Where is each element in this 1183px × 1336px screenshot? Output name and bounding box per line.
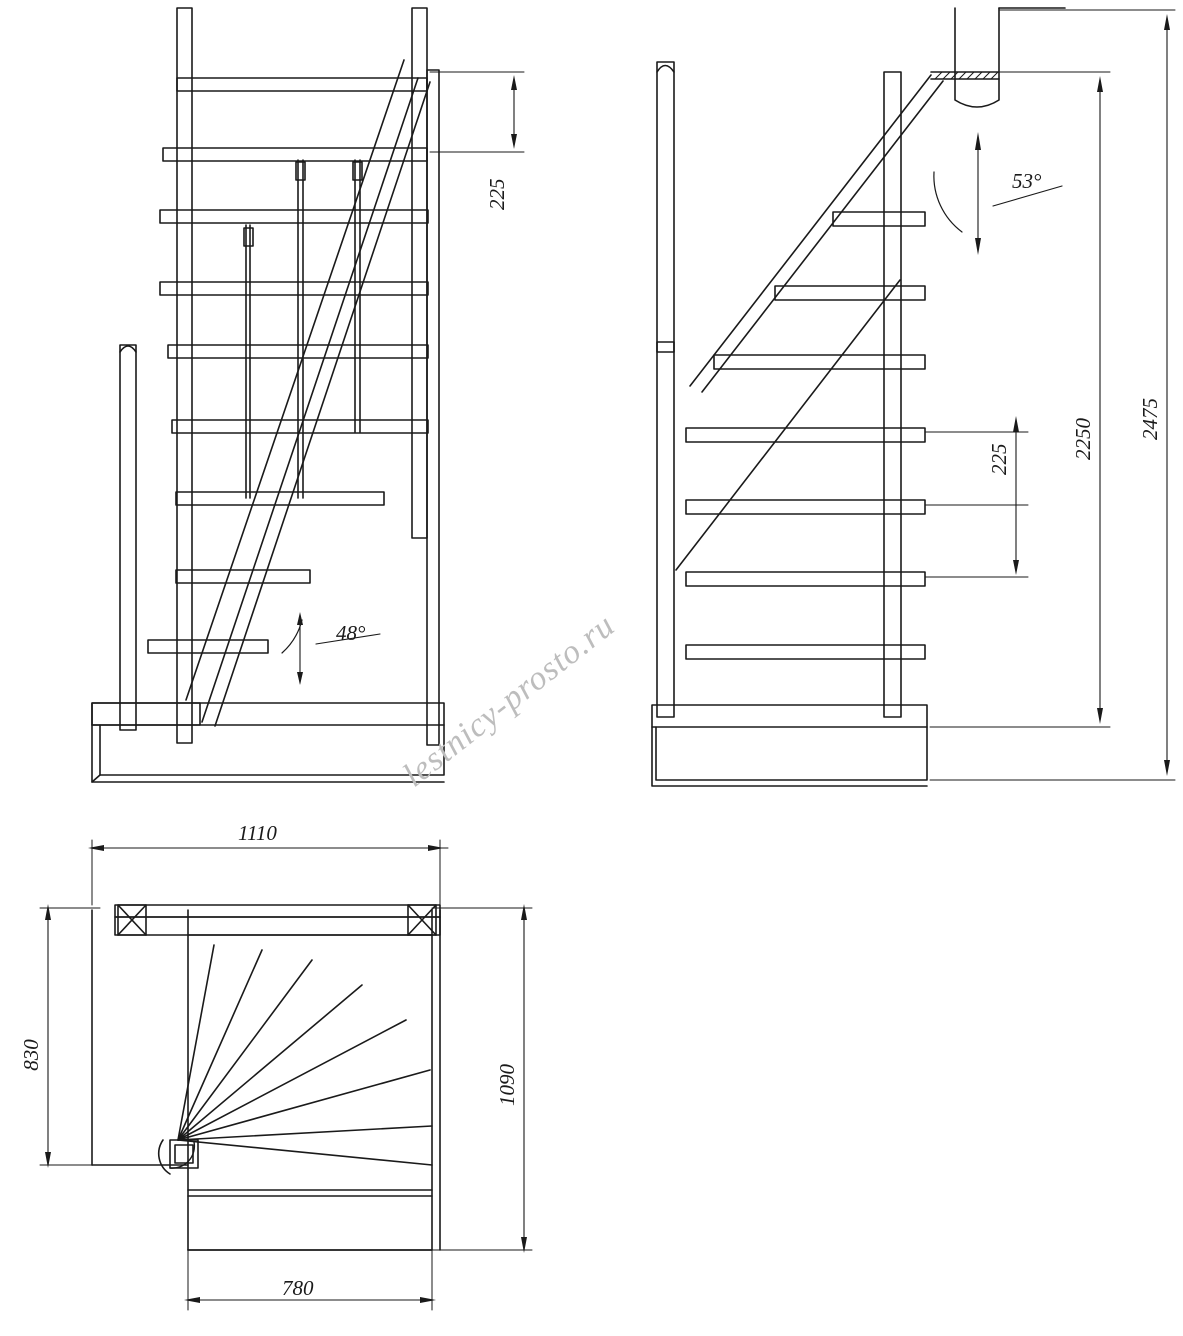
plan-bottom-width-label: 780 — [282, 1276, 314, 1300]
front-angle-label: 48° — [336, 621, 366, 645]
side-overall-height-label: 2475 — [1138, 398, 1162, 440]
plan-view — [40, 840, 532, 1310]
plan-depth-right-label: 1090 — [495, 1064, 519, 1106]
plan-depth-left-label: 830 — [19, 1039, 43, 1071]
front-elevation-view — [92, 8, 524, 782]
side-riser-dimension-label: 225 — [987, 443, 1011, 475]
watermark-text: lestnicy-prosto.ru — [396, 606, 622, 795]
side-elevation-view — [652, 8, 1175, 786]
front-riser-dimension-label: 225 — [485, 178, 509, 210]
side-angle-label: 53° — [1012, 169, 1042, 193]
plan-width-label: 1110 — [238, 821, 277, 845]
side-flight-height-label: 2250 — [1071, 418, 1095, 460]
